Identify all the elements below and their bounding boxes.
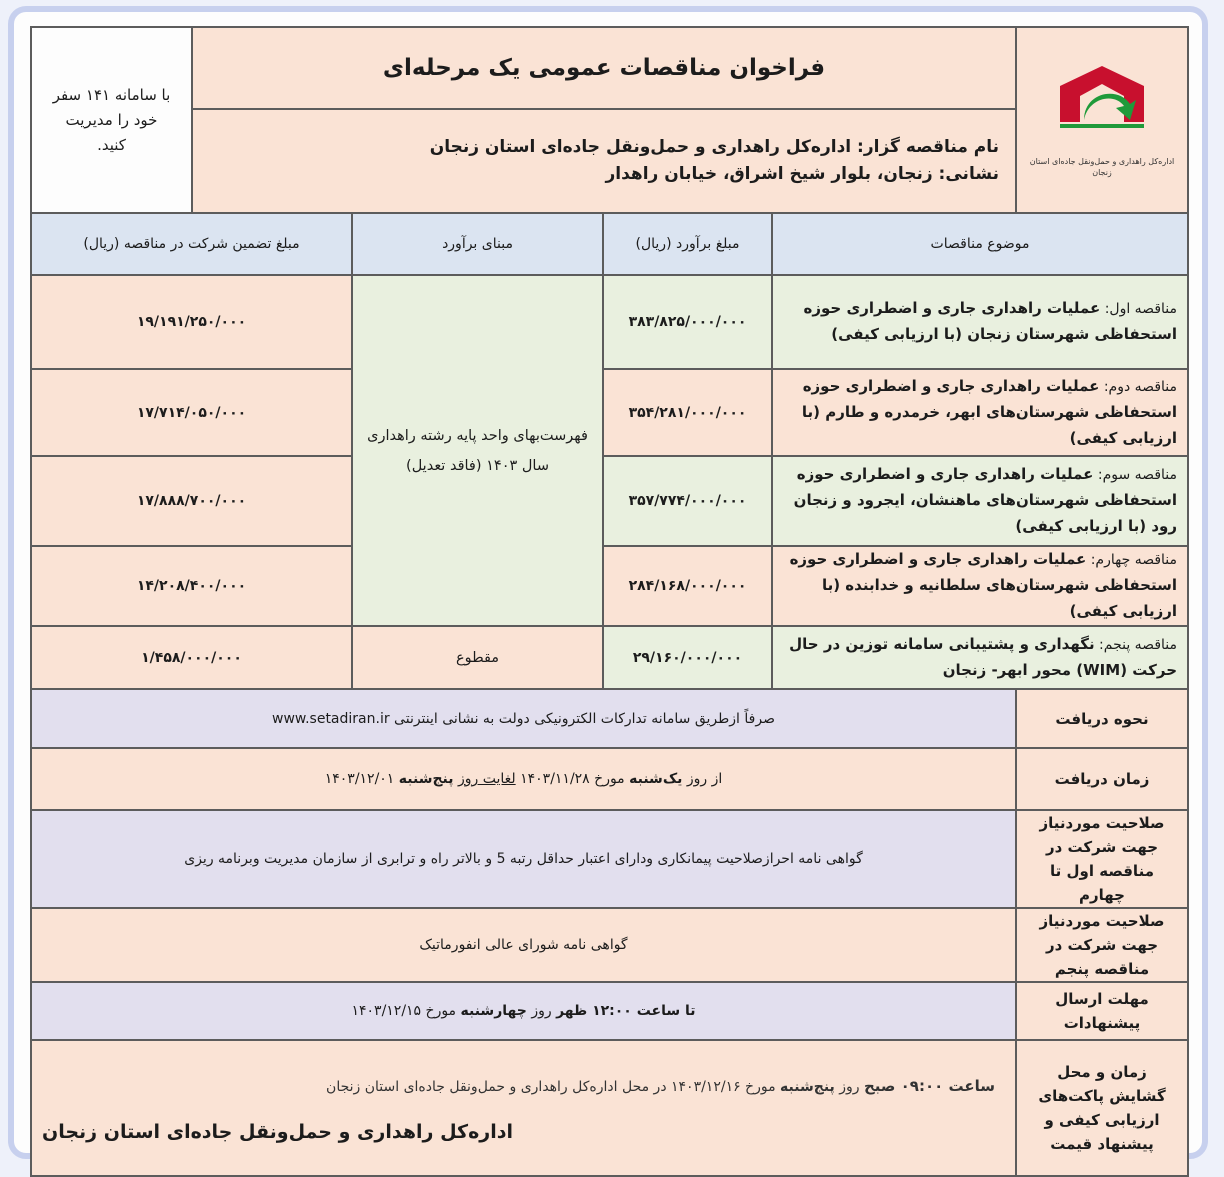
tender-subject: مناقصه دوم: عملیات راهداری جاری و اضطراری حوزه استحفاظی شهرستان‌های ابهر، خرمدره و طارم (با ارزیابی کیفی) [772,369,1188,456]
receive-time-label: زمان دریافت [1016,748,1188,810]
tender-guarantee: ۱۷/۷۱۴/۰۵۰/۰۰۰ [31,369,352,456]
organizer-address: نشانی: زنجان، بلوار شیخ اشراق، خیابان راهدار [605,164,1000,184]
tender-estimate: ۳۵۴/۲۸۱/۰۰۰/۰۰۰ [603,369,772,456]
tender-subject: مناقصه چهارم: عملیات راهداری جاری و اضطراری حوزه استحفاظی شهرستان‌های سلطانیه و خدابنده (با ارزیابی کیفی) [772,546,1188,626]
opening-label: زمان و محل گشایش پاکت‌های ارزیابی کیفی و پیشنهاد قیمت [1016,1040,1188,1176]
qualification-2-value: گواهی نامه شورای عالی انفورماتیک [31,908,1016,982]
qualification-1-value: گواهی نامه احرازصلاحیت پیمانکاری ودارای اعتبار حداقل رتبه 5 و بالاتر راه و ترابری از سازمان مدیریت وبرنامه ریزی [31,810,1016,908]
table-row [31,275,1188,369]
receive-time-value: از روز یک‌شنبه مورخ ۱۴۰۳/۱۱/۲۸ لغایت روز پنج‌شنبه ۱۴۰۳/۱۲/۰۱ [31,748,1016,810]
tender-guarantee: ۱/۴۵۸/۰۰۰/۰۰۰ [31,626,352,689]
tender-table [30,26,1189,1177]
tender-subject: مناقصه سوم: عملیات راهداری جاری و اضطراری حوزه استحفاظی شهرستان‌های ماهنشان، ایجرود و زنجان رود (با ارزیابی کیفی) [772,456,1188,546]
tender-guarantee: ۱۹/۱۹۱/۲۵۰/۰۰۰ [31,275,352,369]
receive-method-value: صرفاً ازطریق سامانه تدارکات الکترونیکی دولت به نشانی اینترنتی www.setadiran.ir [31,689,1016,748]
tender-guarantee: ۱۴/۲۰۸/۴۰۰/۰۰۰ [31,546,352,626]
col-header-guarantee: مبلغ تضمین شرکت در مناقصه (ریال) [31,213,352,275]
table-row [31,546,1188,626]
organizer-block [192,109,1016,213]
tender-subject: مناقصه پنجم: نگهداری و پشتیبانی سامانه توزین در حال حرکت (WIM) محور ابهر- زنجان [772,626,1188,689]
tender-estimate: ۳۸۳/۸۲۵/۰۰۰/۰۰۰ [603,275,772,369]
col-header-estimate: مبلغ برآورد (ریال) [603,213,772,275]
table-row [31,626,1188,689]
receive-method-label: نحوه دریافت [1016,689,1188,748]
page-title: فراخوان مناقصات عمومی یک مرحله‌ای [192,27,1016,109]
col-header-basis: مبنای برآورد [352,213,603,275]
qualification-1-label: صلاحیت موردنیاز جهت شرکت در مناقصه اول تا چهارم [1016,810,1188,908]
col-header-subject: موضوع مناقصات [772,213,1188,275]
logo-cell [1016,27,1188,213]
sms-notice: با سامانه ۱۴۱ سفر خود را مدیریت کنید. [31,27,192,213]
tender-estimate: ۳۵۷/۷۷۴/۰۰۰/۰۰۰ [603,456,772,546]
road-logo-icon [1054,62,1150,148]
qualification-2-label: صلاحیت موردنیاز جهت شرکت در مناقصه پنجم [1016,908,1188,982]
deadline-label: مهلت ارسال پیشنهادات [1016,982,1188,1040]
organizer-name: نام مناقصه گزار: اداره‌کل راهداری و حمل‌ونقل جاده‌ای استان زنجان [429,137,1000,157]
table-row [31,456,1188,546]
tender-guarantee: ۱۷/۸۸۸/۷۰۰/۰۰۰ [31,456,352,546]
tender-estimate: ۲۹/۱۶۰/۰۰۰/۰۰۰ [603,626,772,689]
tender-estimate: ۲۸۴/۱۶۸/۰۰۰/۰۰۰ [603,546,772,626]
deadline-value: تا ساعت ۱۲:۰۰ ظهر روز چهارشنبه مورخ ۱۴۰۳/۱۲/۱۵ [31,982,1016,1040]
tender-subject: مناقصه اول: عملیات راهداری جاری و اضطراری حوزه استحفاظی شهرستان زنجان (با ارزیابی کیفی) [772,275,1188,369]
opening-value: ساعت ۰۹:۰۰ صبح روز پنج‌شنبه مورخ ۱۴۰۳/۱۲/۱۶ در محل اداره‌کل راهداری و حمل‌ونقل جاده‌ای استان زنجان اداره‌کل راهداری و حمل‌ونقل جاده‌ای استان زنجان [31,1040,1016,1176]
basis-fixed: مقطوع [352,626,603,689]
basis-shared: فهرست‌بهای واحد پایه رشته راهداری سال ۱۴۰۳ (فاقد تعدیل) [352,275,603,626]
table-row [31,369,1188,456]
signature: اداره‌کل راهداری و حمل‌ونقل جاده‌ای استان زنجان [42,1120,514,1143]
logo-caption: اداره‌کل راهداری و حمل‌ونقل جاده‌ای استان زنجان [1029,157,1175,177]
